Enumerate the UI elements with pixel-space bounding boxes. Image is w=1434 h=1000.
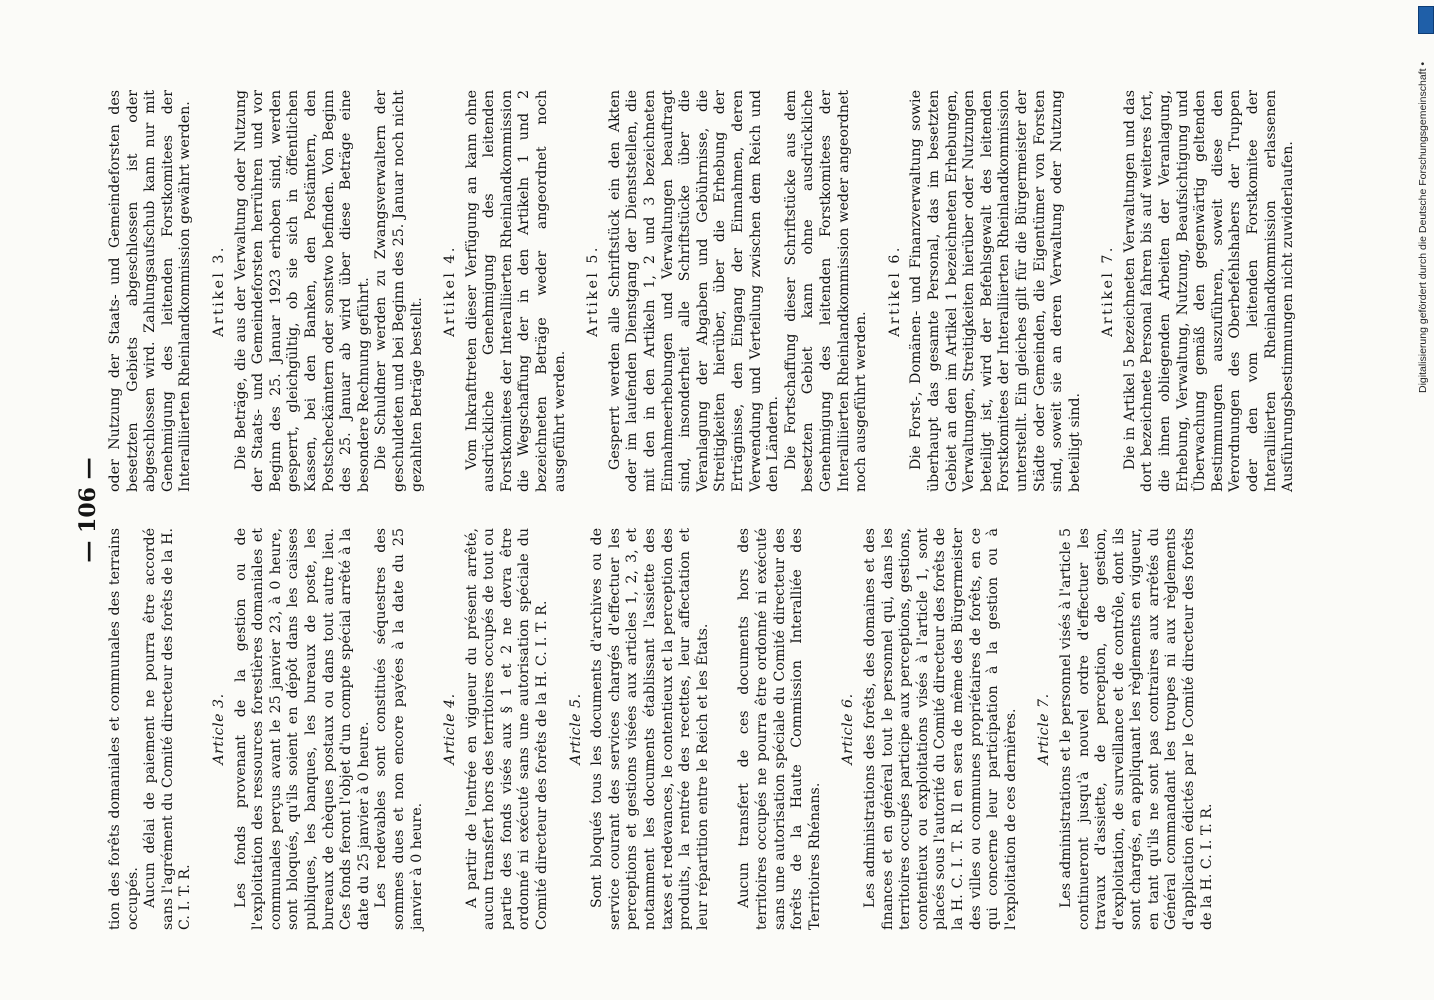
german-column: [107, 90, 1367, 492]
de-article-5-paragraph-1: Gesperrt werden alle Schriftstück ein den Akten oder im laufenden Dienstgang der Dienststellen, die mit den in den Artikeln 1, 2 und 3 bezeichneten Einnahmeerhebungen und Verwaltungen beauftragt sind, insonderheit alle Schriftstücke über die Veranlagung der Abgaben und Gebührnisse, die Streitigkeiten hierüber, über die Erhebung der Erträgnisse, den Eingang der Einnahmen, deren Verwendung und Verteilung zwischen dem Reich und den Ländern.: [606, 90, 782, 492]
fr-article-5-gap: [712, 528, 736, 930]
digitization-stamp: [1416, 8, 1430, 393]
de-article-3-paragraph-2: Die Schuldner werden zu Zwangsverwaltern der geschuldeten und bei Beginn des 25. Januar noch nicht gezahlten Beträge bestellt.: [373, 90, 425, 492]
de-article-6-paragraph-1: Die Forst-, Domänen- und Finanzverwaltung sowie überhaupt das gesamte Personal, das im besetzten Gebiet an den im Artikel 1 bezeichneten Erhebungen, Verwaltungen, Streitigkeiten hierüber oder Nutzungen beteiligt ist, wird der Befehlsgewalt des leitenden Forstkomitees der Interalliierten Rheinlandkommission unterstellt. Ein gleiches gilt für die Bürgermeister der Städte oder Gemeinden, die Eigentümer von Forsten sind, soweit sie an deren Verwaltung oder Nutzung beteiligt sind.: [908, 90, 1083, 492]
fr-article-5-paragraph-2: Aucun transfert de ces documents hors des territoires occupés ne pourra être ordonné ni exécuté sans une autorisation spéciale du Comité directeur des forêts de la Haute Commission Interalliée des Territoires Rhénans.: [736, 528, 823, 930]
de-article-3-heading: Artikel 3.: [210, 245, 227, 337]
fr-article-5-heading: Article 5.: [567, 693, 584, 765]
de-article-7-heading: Artikel 7.: [1100, 245, 1117, 337]
de-article-4-paragraph-1: Vom Inkrafttreten dieser Verfügung an kann ohne ausdrückliche Genehmigung des leitenden Forstkomitees der Interalliierten Rheinlandkommission die Wegschaffung der in den Artikeln 1 und 2 bezeichneten Beträge weder angeordnet noch ausgeführt werden.: [463, 90, 568, 492]
page-number: — 106 —: [75, 457, 101, 563]
fr-article-6-paragraph-1: Les administrations des forêts, des domaines et des finances et en général tout le personnel qui, dans les territoires occupés participe aux perceptions, gestions, contentieux ou exploitations visés à l'article 1, sont placés sous l'autorité du Comité directeur des forêts de la H. C. I. T. R. Il en sera de même des Bürgermeister des villes ou communes propriétaires de forêts, en ce qui concerne leur participation à la gestion ou à l'exploitation de ces dernières.: [861, 528, 1019, 930]
de-article-7-paragraph-1: Die in Artikel 5 bezeichneten Verwaltungen und das dort bezeichnete Personal fahren bis auf weiteres fort, die ihnen obliegenden Arbeiten der Veranlagung, Erhebung, Verwaltung, Nutzung, Beaufsichtigung und Überwachung gemäß den gegenwärtig geltenden Bestimmungen auszuführen, soweit diese den Verordnungen des Oberbefehlshabers der Truppen oder den vom leitenden Forstkomitee der Interalliierten Rheinlandkommission erlassenen Ausführungsbestimmungen nicht zuwiderlaufen.: [1121, 90, 1297, 492]
fr-article-4-paragraph-1: A partir de l'entrée en vigueur du présent arrêté, aucun transfert hors des territoires occupés de tout ou partie des fonds visés aux § 1 et 2 ne devra être ordonné ni exécuté sans une autorisation spéciale du Comité directeur des forêts de la H. C. I. T. R.: [463, 528, 551, 930]
fr-intro-paragraph: Aucun délai de paiement ne pourra être accordé sans l'agrément du Comité directeur des forêts de la H. C. I. T. R.: [142, 528, 194, 930]
dfg-logo: [1418, 6, 1434, 34]
de-intro-continuation: oder Nutzung der Staats- und Gemeindeforsten des besetzten Gebiets abgeschlossen ist oder abgeschlossen wird. Zahlungsaufschub kann nur mit Genehmigung des leitenden Forstkomitees der Interalliierten Rheinlandkommission gewährt werden.: [107, 90, 194, 492]
de-article-5-paragraph-2: Die Fortschaffung dieser Schriftstücke aus dem besetzten Gebiet kann ohne ausdrückliche Genehmigung des leitenden Forstkomitees der Interalliierten Rheinlandkommission weder angeordnet noch ausgeführt werden.: [782, 90, 870, 492]
fr-article-6-heading: Article 6.: [840, 693, 857, 765]
digitization-stamp-text: Digitalisierung gefördert durch die Deutsche Forschungsgemeinschaft •: [1417, 61, 1429, 393]
de-article-6-heading: Artikel 6.: [886, 245, 903, 337]
fr-article-5-paragraph-1: Sont bloqués tous les documents d'archives ou de service courant des services chargés d'effectuer les perceptions et gestions visées aux articles 1, 2, 3, et notamment les documents établissant l'assiette des taxes et redevances, le contentieux et la perception des produits, la rentrée des recettes, leur affectation et leur répartition entre le Reich et les États.: [589, 528, 711, 930]
de-article-3-paragraph-1: Die Beträge, die aus der Verwaltung oder Nutzung der Staats- und Gemeindeforsten herrühren und vor Beginn des 25. Januar 1923 erhoben sind, werden gesperrt, gleichgültig, ob sie sich in öffentlichen Kassen, bei den Banken, den Postämtern, den Postscheckämtern oder sonstwo befinden. Von Beginn des 25. Januar ab wird über diese Beträge eine besondere Rechnung geführt.: [232, 90, 372, 492]
fr-article-4-heading: Article 4.: [442, 693, 459, 765]
fr-intro-continuation: tion des forêts domaniales et communales des terrains occupés.: [107, 528, 141, 930]
fr-article-3-paragraph-2: Les redevables sont constitués séquestres des sommes dues et non encore payées à la date du 25 janvier à 0 heure.: [373, 528, 425, 930]
fr-article-7-heading: Article 7.: [1036, 693, 1053, 765]
french-column: [107, 528, 1367, 930]
de-article-5-heading: Artikel 5.: [585, 245, 602, 337]
de-article-4-heading: Artikel 4.: [442, 245, 459, 337]
fr-article-7-paragraph-1: Les administrations et le personnel visés à l'article 5 continueront jusqu'à nouvel ordre d'effectuer les travaux d'assiette, de perception, de gestion, d'exploitation, de surveillance et de contrôle, dont ils sont chargés, en appliquant les règlements en vigueur, en tant qu'ils ne sont pas contraires aux arrêtés du Général commandant les troupes ni aux règlements d'application édictés par le Comité directeur des forêts de la H. C. I. T. R.: [1057, 528, 1215, 930]
fr-article-3-paragraph-1: Les fonds provenant de la gestion ou de l'exploitation des ressources forestières domaniales et communales perçus avant le 25 janvier 23, à 0 heure, sont bloqués, qu'ils soient en dépôt dans les caisses publiques, les banques, les bureaux de poste, les bureaux de chèques postaux ou dans tout autre lieu. Ces fonds feront l'objet d'un compte spécial arrêté à la date du 25 janvier à 0 heure.: [232, 528, 372, 930]
fr-article-3-heading: Article 3.: [210, 693, 227, 765]
document-page: [67, 90, 1367, 930]
